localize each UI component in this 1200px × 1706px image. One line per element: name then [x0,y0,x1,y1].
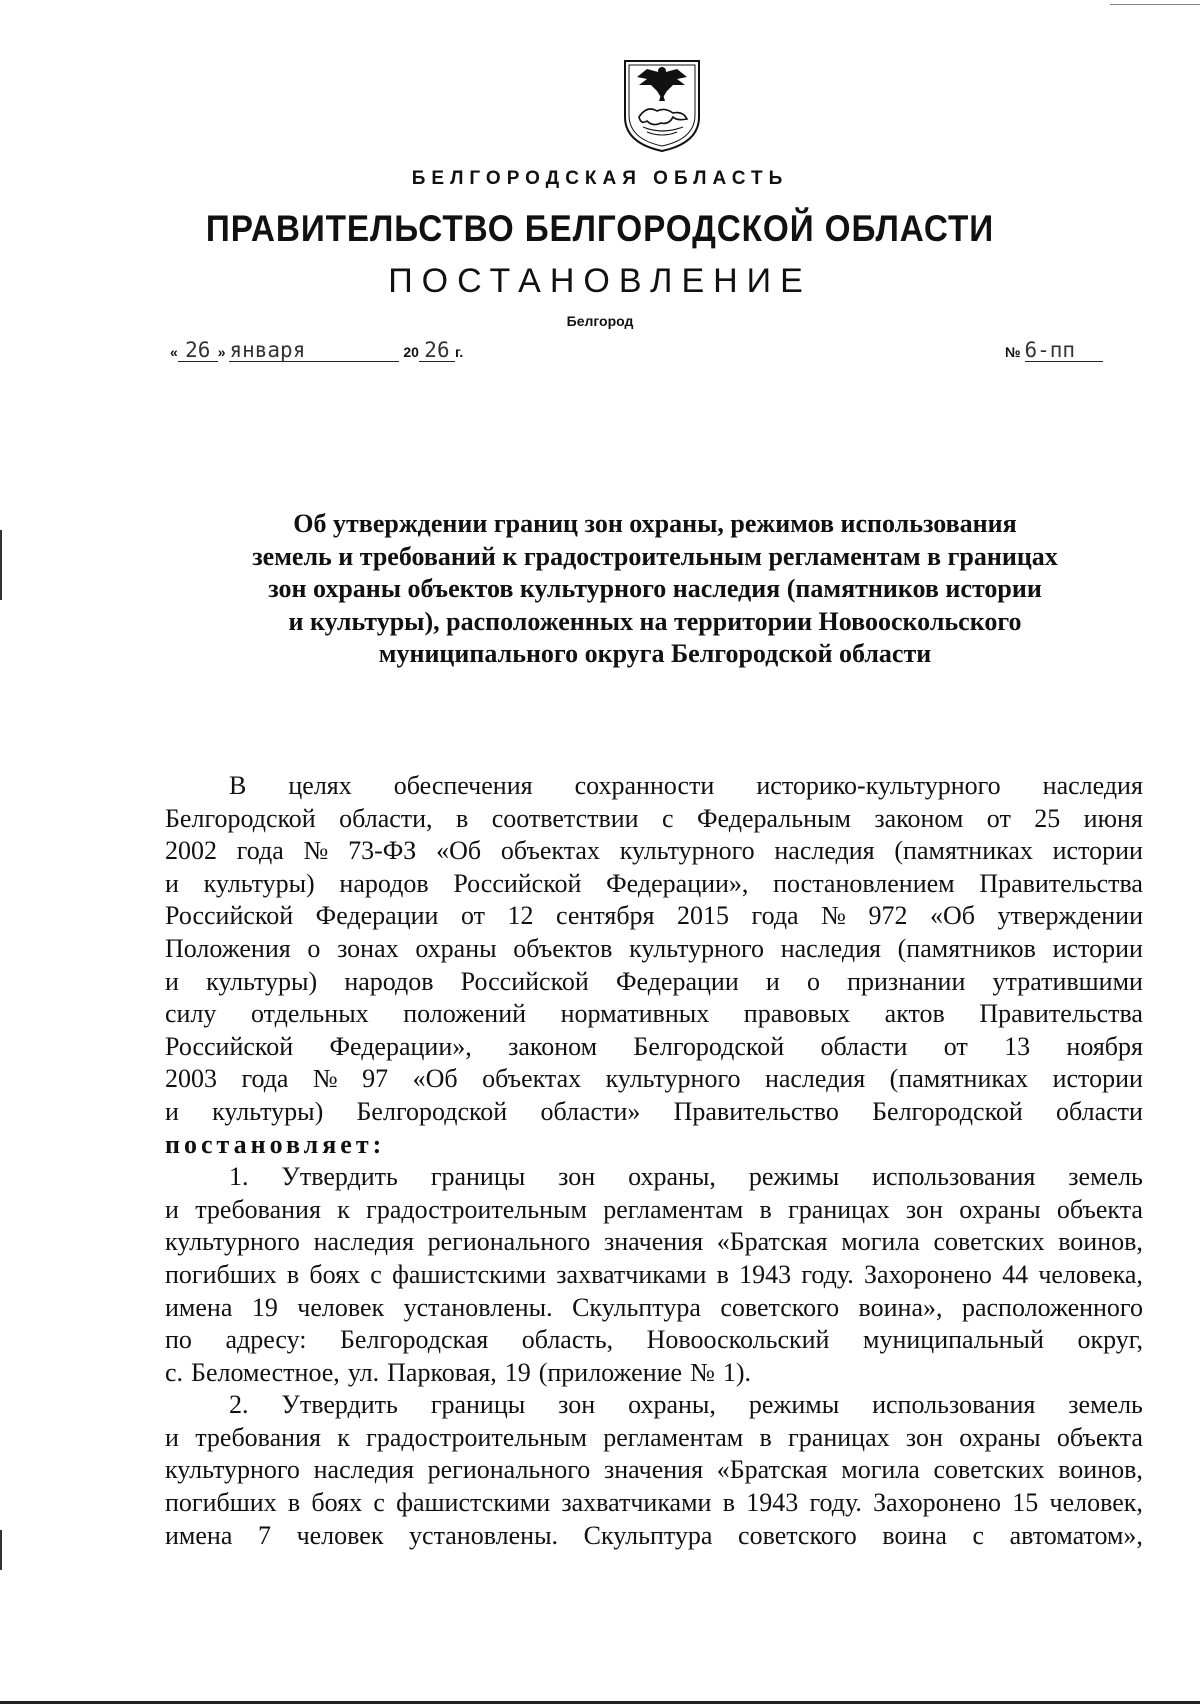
number-value: 6-пп [1025,339,1103,362]
body-line: с. Беломестное, ул. Парковая, 19 (приложение № 1). [165,1357,752,1387]
belgorod-coat-of-arms-icon [617,55,707,155]
title-line: и культуры), расположенных на территории Новооскольского [288,606,1022,636]
document-title [170,508,1140,671]
city-name: Белгород [566,313,634,329]
body-line: 2002 года № 73-ФЗ «Об объектах культурного наследия (памятниках истории [165,836,1143,866]
body-line: по адресу: Белгородская область, Новооскольский муниципальный округ, [165,1325,1143,1355]
scan-artifact-bottom [0,1701,1200,1704]
body-line: 2003 года № 97 «Об объектах культурного наследия (памятниках истории [165,1064,1143,1094]
government-name: ПРАВИТЕЛЬСТВО БЕЛГОРОДСКОЙ ОБЛАСТИ [205,208,995,249]
scan-artifact-left [0,530,2,600]
body-line: и требования к градостроительным регламентам в границах зон охраны объекта [165,1422,1143,1452]
title-line: зон охраны объектов культурного наследия (памятников истории [268,574,1042,603]
document-date: « 26 » января 20 26 г. [170,338,464,362]
body-line: имена 19 человек установлены. Скульптура советского воина», расположенного [165,1292,1143,1322]
body-line: Российской Федерации», законом Белгородской области от 13 ноября [165,1031,1143,1061]
body-line: имена 7 человек установлены. Скульптура советского воина с автоматом», [165,1520,1143,1550]
date-day: 26 [178,339,218,362]
body-line: Российской Федерации от 12 сентября 2015 года № 972 «Об утверждении [165,901,1143,931]
body-line: и культуры) народов Российской Федерации и о признании утратившими [165,966,1143,996]
body-line: постановляет: [165,1129,386,1159]
document-number [1005,339,1103,362]
title-line: муниципального округа Белгородской области [378,639,932,668]
body-line: В целях обеспечения сохранности историко-культурного наследия [229,771,1143,800]
body-line: Белгородской области, в соответствии с Федеральным законом от 25 июня [165,803,1143,833]
document-body [165,770,1143,1552]
title-line: Об утверждении границ зон охраны, режимов использования [293,509,1017,538]
body-line: культурного наследия регионального значения «Братская могила советских воинов, [165,1455,1143,1485]
body-line: и культуры) Белгородской области» Правительство Белгородской области [165,1096,1143,1126]
body-line: и культуры) народов Российской Федерации», постановлением Правительства [165,868,1143,898]
scan-artifact-top [1110,4,1200,5]
body-line: 2. Утвердить границы зон охраны, режимы использования земель [229,1390,1143,1420]
date-month: января [229,339,399,362]
body-line: культурного наследия регионального значения «Братская могила советских воинов, [165,1227,1143,1257]
body-line: Положения о зонах охраны объектов культурного наследия (памятников истории [165,933,1143,963]
scan-artifact-left-lower [0,1530,2,1570]
body-line: погибших в боях с фашистскими захватчиками в 1943 году. Захоронено 44 человека, [165,1259,1143,1289]
body-line: и требования к градостроительным регламентам в границах зон охраны объекта [165,1194,1143,1224]
year-mark: г. [454,344,464,360]
document-type: ПОСТАНОВЛЕНИЕ [388,262,812,300]
body-line: 1. Утвердить границы зон охраны, режимы использования земель [229,1162,1143,1192]
body-line: силу отдельных положений нормативных правовых актов Правительства [165,999,1143,1029]
region-name: БЕЛГОРОДСКАЯ ОБЛАСТЬ [411,168,789,189]
date-year-suffix: 26 [419,339,455,362]
body-line: погибших в боях с фашистскими захватчиками в 1943 году. Захоронено 15 человек, [165,1488,1143,1518]
title-line: земель и требований к градостроительным регламентам в границах [252,541,1058,571]
number-label: № [1005,344,1021,360]
date-year-prefix: 20 [403,344,419,360]
